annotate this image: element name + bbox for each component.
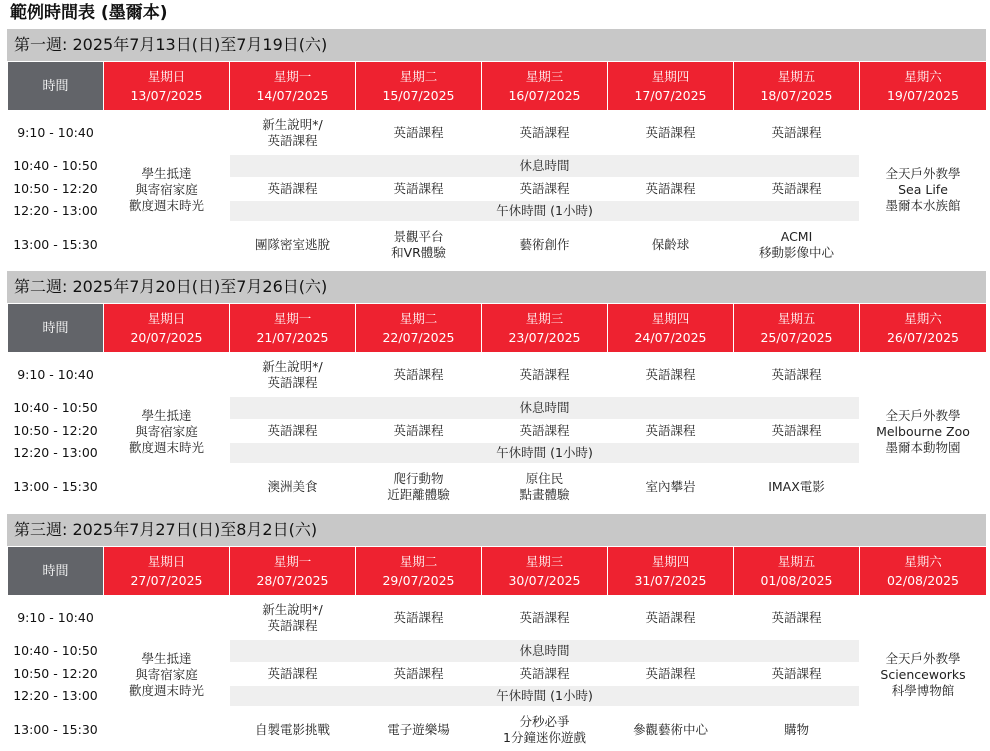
day-name: 星期五 [777,554,816,569]
activity-cell: 英語課程 [734,353,860,397]
day-name: 星期日 [147,554,186,569]
day-date: 20/07/2025 [130,330,203,345]
activity-cell: ACMI 移動影像中心 [734,222,860,269]
day-date: 18/07/2025 [760,88,833,103]
day-date: 24/07/2025 [634,330,707,345]
day-header [356,547,482,596]
day-header [104,547,230,596]
day-date: 28/07/2025 [256,573,329,588]
time-slot: 10:40 - 10:50 [8,640,104,663]
activity-cell: 電子遊樂場 [356,707,482,751]
sunday-arrival-cell: 學生抵達 與寄宿家庭 歡度週末時光 [104,111,230,269]
time-slot: 13:00 - 15:30 [8,464,104,511]
activity-cell: 英語課程 [608,111,734,155]
time-slot: 10:50 - 12:20 [8,420,104,443]
schedule-table [7,303,987,511]
day-header [734,547,860,596]
saturday-excursion-cell: 全天戶外教學 Sea Life 墨爾本水族館 [860,111,987,269]
day-header [734,62,860,111]
activity-cell: 購物 [734,707,860,751]
header-row [8,547,987,596]
day-date: 16/07/2025 [508,88,581,103]
header-row [8,62,987,111]
week-title: 第三週: 2025年7月27日(日)至8月2日(六) [7,514,986,546]
day-date: 13/07/2025 [130,88,203,103]
day-name: 星期一 [273,311,312,326]
sunday-arrival-cell: 學生抵達 與寄宿家庭 歡度週末時光 [104,353,230,511]
day-date: 29/07/2025 [382,573,455,588]
day-date: 25/07/2025 [760,330,833,345]
day-header [482,304,608,353]
activity-cell: 團隊密室逃脫 [230,222,356,269]
activity-cell: 英語課程 [230,420,356,443]
break-cell: 休息時間 [230,640,860,663]
day-date: 14/07/2025 [256,88,329,103]
activity-cell: 英語課程 [734,178,860,201]
activity-cell: 英語課程 [482,420,608,443]
day-header [230,304,356,353]
activity-cell: 新生說明*/ 英語課程 [230,596,356,640]
lunch-cell: 午休時間 (1小時) [230,686,860,707]
day-name: 星期一 [273,69,312,84]
activity-cell: 英語課程 [356,178,482,201]
day-date: 19/07/2025 [886,88,960,103]
header-row [8,304,987,353]
schedule-table [7,546,987,751]
day-date: 27/07/2025 [130,573,203,588]
time-slot: 10:50 - 12:20 [8,178,104,201]
activity-cell: 藝術創作 [482,222,608,269]
day-name: 星期六 [904,69,942,84]
activity-cell: 英語課程 [608,178,734,201]
saturday-excursion-cell: 全天戶外教學 Scienceworks 科學博物館 [860,596,987,751]
day-date: 30/07/2025 [508,573,581,588]
schedule-table [7,61,987,269]
day-name: 星期二 [399,554,438,569]
activity-cell: 英語課程 [482,353,608,397]
break-cell: 休息時間 [230,397,860,420]
activity-cell: 英語課程 [482,178,608,201]
saturday-excursion-cell: 全天戶外教學 Melbourne Zoo 墨爾本動物園 [860,353,987,511]
time-column-header: 時間 [8,304,104,353]
time-slot-row [8,596,987,640]
week-section [7,29,986,269]
activity-cell: 參觀藝術中心 [608,707,734,751]
week-title: 第一週: 2025年7月13日(日)至7月19日(六) [7,29,986,61]
activity-cell: 英語課程 [734,596,860,640]
activity-cell: 室內攀岩 [608,464,734,511]
day-date: 21/07/2025 [256,330,329,345]
time-slot: 10:40 - 10:50 [8,397,104,420]
time-slot: 12:20 - 13:00 [8,443,104,464]
time-slot: 13:00 - 15:30 [8,707,104,751]
activity-cell: IMAX電影 [734,464,860,511]
day-name: 星期三 [525,69,564,84]
time-slot: 12:20 - 13:00 [8,201,104,222]
activity-cell: 英語課程 [608,596,734,640]
activity-cell: 英語課程 [230,178,356,201]
lunch-cell: 午休時間 (1小時) [230,201,860,222]
activity-cell: 英語課程 [734,111,860,155]
day-header [356,304,482,353]
activity-cell: 英語課程 [356,111,482,155]
activity-cell: 英語課程 [734,420,860,443]
activity-cell: 英語課程 [482,111,608,155]
day-header [608,547,734,596]
day-header [482,547,608,596]
activity-cell: 英語課程 [608,420,734,443]
day-header [104,62,230,111]
day-name: 星期五 [777,311,816,326]
day-name: 星期四 [651,69,690,84]
day-header [860,547,987,596]
activity-cell: 澳洲美食 [230,464,356,511]
break-cell: 休息時間 [230,155,860,178]
day-name: 星期二 [399,69,438,84]
day-date: 02/08/2025 [886,573,960,588]
day-name: 星期六 [904,554,942,569]
activity-cell: 新生說明*/ 英語課程 [230,111,356,155]
time-slot: 10:50 - 12:20 [8,663,104,686]
week-section [7,514,986,751]
activity-cell: 景觀平台 和VR體驗 [356,222,482,269]
activity-cell: 自製電影挑戰 [230,707,356,751]
activity-cell: 爬行動物 近距離體驗 [356,464,482,511]
day-date: 23/07/2025 [508,330,581,345]
time-slot: 9:10 - 10:40 [8,353,104,397]
activity-cell: 英語課程 [356,663,482,686]
activity-cell: 英語課程 [482,663,608,686]
time-slot: 9:10 - 10:40 [8,111,104,155]
activity-cell: 英語課程 [356,353,482,397]
day-date: 01/08/2025 [760,573,833,588]
lunch-cell: 午休時間 (1小時) [230,443,860,464]
day-name: 星期四 [651,311,690,326]
activity-cell: 英語課程 [230,663,356,686]
day-name: 星期六 [904,311,942,326]
day-header [230,547,356,596]
day-header [104,304,230,353]
page-title: 範例時間表 (墨爾本) [10,3,168,23]
day-header [356,62,482,111]
activity-cell: 英語課程 [608,353,734,397]
activity-cell: 英語課程 [356,420,482,443]
day-name: 星期三 [525,311,564,326]
week-title: 第二週: 2025年7月20日(日)至7月26日(六) [7,271,986,303]
day-name: 星期四 [651,554,690,569]
day-header [230,62,356,111]
day-date: 26/07/2025 [886,330,960,345]
day-date: 31/07/2025 [634,573,707,588]
activity-cell: 保齡球 [608,222,734,269]
activity-cell: 英語課程 [734,663,860,686]
day-date: 17/07/2025 [634,88,707,103]
time-column-header: 時間 [8,62,104,111]
activity-cell: 新生說明*/ 英語課程 [230,353,356,397]
day-date: 15/07/2025 [382,88,455,103]
day-name: 星期五 [777,69,816,84]
day-header [482,62,608,111]
day-date: 22/07/2025 [382,330,455,345]
time-slot: 9:10 - 10:40 [8,596,104,640]
day-header [860,62,987,111]
day-name: 星期二 [399,311,438,326]
day-name: 星期日 [147,311,186,326]
time-slot: 12:20 - 13:00 [8,686,104,707]
day-name: 星期一 [273,554,312,569]
day-name: 星期三 [525,554,564,569]
time-column-header: 時間 [8,547,104,596]
activity-cell: 原住民 點畫體驗 [482,464,608,511]
day-header [608,62,734,111]
time-slot-row [8,111,987,155]
activity-cell: 英語課程 [482,596,608,640]
activity-cell: 英語課程 [608,663,734,686]
activity-cell: 分秒必爭 1分鐘迷你遊戲 [482,707,608,751]
day-header [734,304,860,353]
day-name: 星期日 [147,69,186,84]
day-header [608,304,734,353]
time-slot-row [8,353,987,397]
activity-cell: 英語課程 [356,596,482,640]
time-slot: 10:40 - 10:50 [8,155,104,178]
day-header [860,304,987,353]
time-slot: 13:00 - 15:30 [8,222,104,269]
sunday-arrival-cell: 學生抵達 與寄宿家庭 歡度週末時光 [104,596,230,751]
week-section [7,271,986,511]
